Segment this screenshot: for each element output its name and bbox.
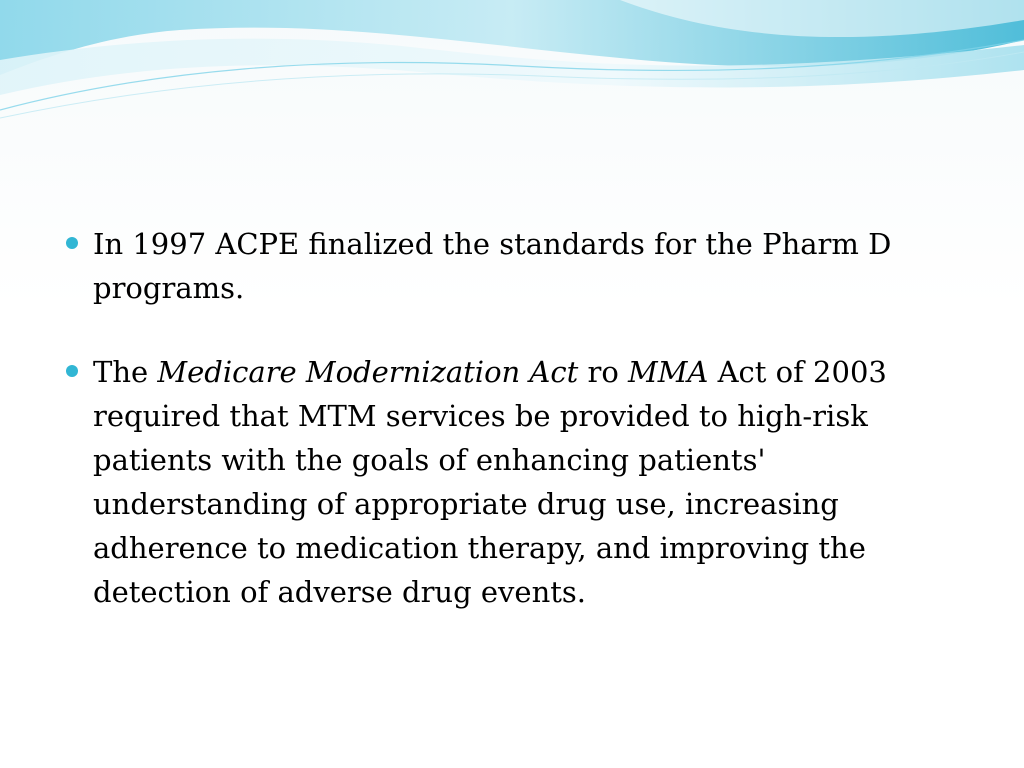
bullet-2-line-1 — [93, 350, 964, 394]
bullet-dot-icon — [66, 365, 78, 377]
bullet-2-line-2: required that MTM services be provided to high-risk — [93, 399, 868, 433]
bullet-2-line-5: adherence to medication therapy, and improving the — [93, 531, 866, 565]
bullet-1-line-2: programs. — [93, 271, 245, 305]
act-name-italic: Medicare Modernization Act — [157, 355, 579, 389]
text-segment: ro — [578, 355, 629, 389]
bullet-item-2 — [64, 350, 964, 614]
bullet-2-line-6: detection of adverse drug events. — [93, 575, 587, 609]
text-segment: The — [93, 355, 158, 389]
bullet-2-line-4: understanding of appropriate drug use, increasing — [93, 487, 839, 521]
bullet-item-1 — [64, 222, 964, 310]
bullet-2-line-3: patients with the goals of enhancing patients' — [93, 443, 766, 477]
bullet-1-line-1: In 1997 ACPE finalized the standards for the Pharm D — [93, 227, 892, 261]
mma-italic: MMA — [628, 355, 709, 389]
bullet-dot-icon — [66, 237, 78, 249]
text-segment: Act of 2003 — [708, 355, 887, 389]
decorative-wave-header — [0, 0, 1024, 130]
bullet-list — [64, 222, 964, 654]
